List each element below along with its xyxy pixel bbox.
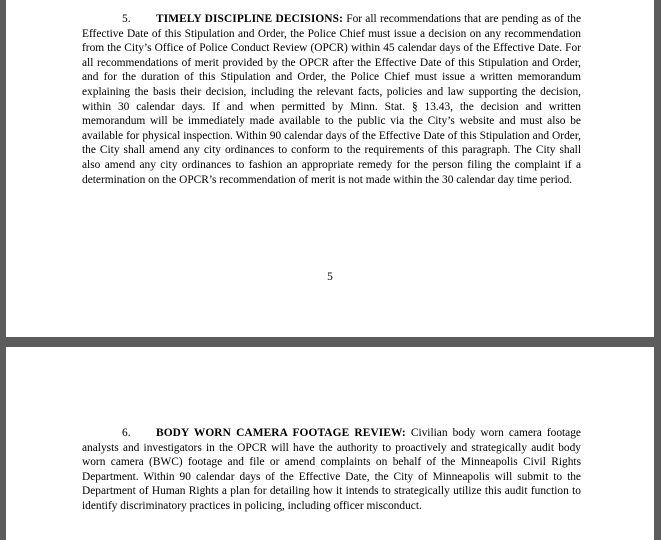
paragraph-body-worn-camera-footage-review xyxy=(82,426,581,514)
page-number: 5 xyxy=(327,271,333,283)
paragraph-number: 6. xyxy=(122,427,131,439)
document-page xyxy=(6,0,654,337)
paragraph-body: For all recommendations that are pending as of the Effective Date of this Stipulation and Order, the Police Chief must issue a decision on any recommendation from the City’s Office of Police Conduct Review (OPCR) within 45 calendar days of the Effective Date. For all recommendations of merit provided by the OPCR after the Effective Date of this Stipulation and Order, and for the duration of this Stipulation and Order, the Police Chief must issue a written memorandum explaining the basis their decision, including the relevant facts, policies and law supporting the decision, within 30 calendar days. If and when permitted by Minn. Stat. § 13.43, the decision and written memorandum will be immediately made available to the public via the City’s website and must also be available for physical inspection. Within 90 calendar days of the Effective Date of this Stipulation and Order, the City shall amend any city ordinances to conform to the requirements of this paragraph. The City shall also amend any city ordinances to fashion an appropriate remedy for the person filing the complaint if a determination on the OPCR’s recommendation of merit is not made within the 30 calendar day time period. xyxy=(82,13,582,186)
document-page xyxy=(6,347,654,540)
paragraph-number: 5. xyxy=(122,13,131,25)
paragraph-heading: BODY WORN CAMERA FOOTAGE REVIEW: xyxy=(156,427,406,439)
paragraph-timely-discipline-decisions xyxy=(82,12,581,187)
paragraph-body: Civilian body worn camera footage analysts and investigators in the OPCR will have the authority to proactively and strategically audit body worn camera (BWC) footage and file or amend complaints on behalf of the Minneapolis Civil Rights Department. Within 90 calendar days of the Effective Date, the City of Minneapolis will submit to the Department of Human Rights a plan for detailing how it intends to strategically utilize this audit function to identify discriminatory practices in policing, including officer misconduct. xyxy=(82,427,581,512)
paragraph-heading: TIMELY DISCIPLINE DECISIONS: xyxy=(156,13,343,25)
